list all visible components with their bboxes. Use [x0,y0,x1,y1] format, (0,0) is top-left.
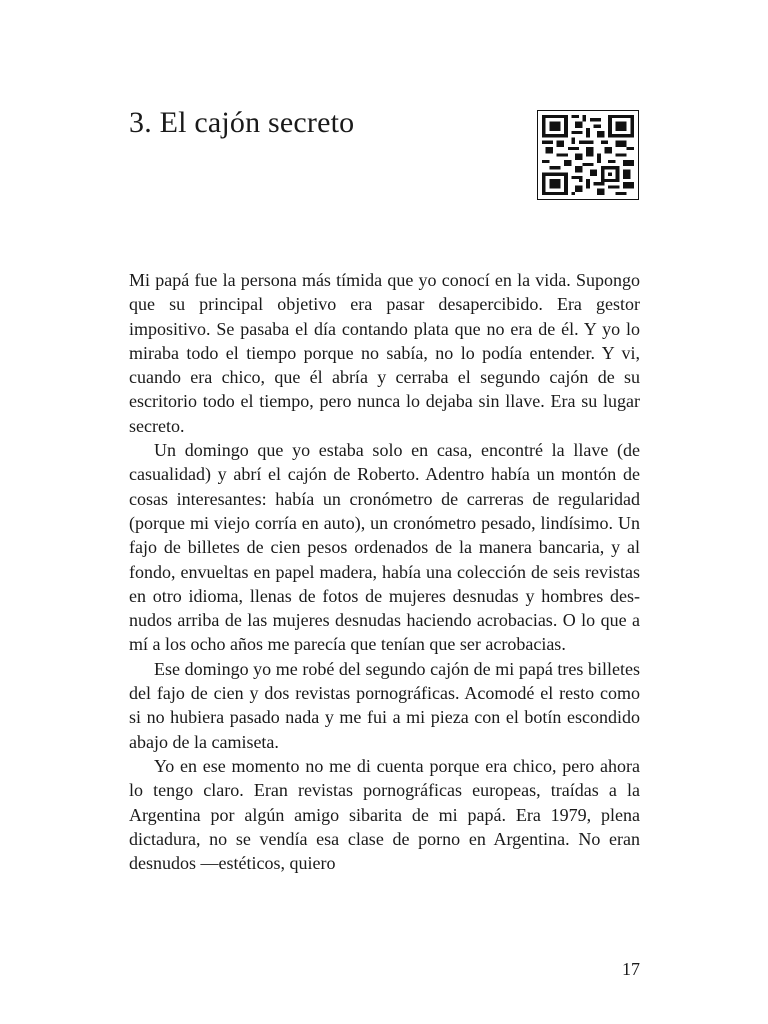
page-number: 17 [622,959,640,979]
chapter-title: 3. El cajón secreto [129,106,355,139]
qr-code-icon [537,110,639,200]
paragraph: Ese domingo yo me robé del segundo cajón de mi papá tres billetes del fajo de cien y dos revistas pornográficas. Acomodé el resto como si no hubiera pasado nada y me fui a mi pieza con el botín escondido abajo de la camiseta. [129,658,640,752]
paragraph: Mi papá fue la persona más tímida que yo conocí en la vida. Supongo que su principal objetivo era pasar desapercibido. Era gestor impositivo. Se pasaba el día contando plata que no era de él. Y yo lo miraba todo el tiempo porque no sabía, no lo podía entender. Y vi, cuando era chico, que él abría y cerraba el segundo cajón de su escritorio todo el tiempo, pero nunca lo dejaba sin llave. Era su lugar secreto. [129,270,640,436]
paragraph: Yo en ese momento no me di cuenta porque era chico, pero ahora lo tengo claro. Eran revistas pornográficas europeas, traídas a la Argentina por algún amigo sibarita de mi papá. Era 1979, plena dictadura, no se vendía esa clase de porno en Argentina. No eran desnudos —estéticos, quiero [129,755,640,874]
chapter-body [129,268,640,875]
paragraph: Un domingo que yo estaba solo en casa, encontré la llave (de casualidad) y abrí el cajón de Roberto. Adentro había un montón de cosas interesantes: había un cronómetro de carreras de regularidad (porque mi viejo corría en auto), un cronómetro pesado, lindísimo. Un fajo de billetes de cien pesos ordenados de la manera bancaria, y al fondo, envueltas en papel madera, había una colección de seis revistas en otro idioma, llenas de fotos de mujeres desnudas y hombres desnudos arriba de las mujeres desnudas haciendo acrobacias. O lo que a mí a los ocho años me parecía que tenían que ser acrobacias. [129,440,640,655]
